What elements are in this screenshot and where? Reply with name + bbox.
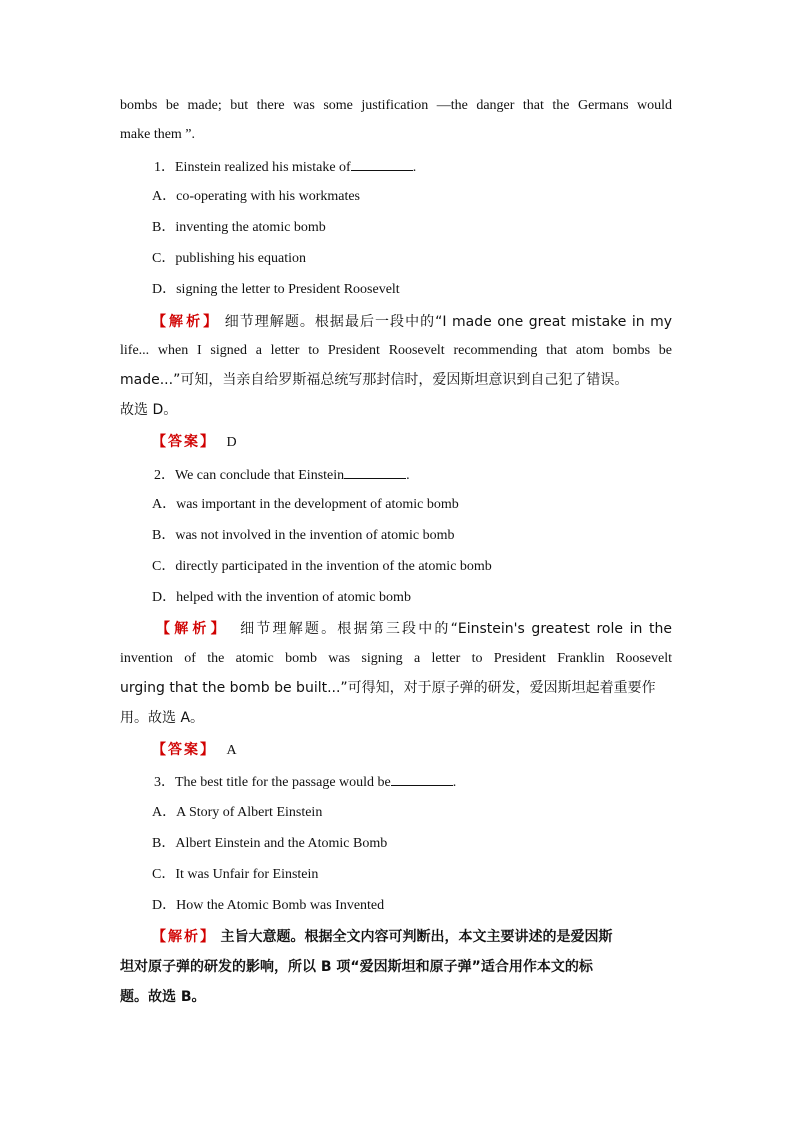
- question-3-option-b: B．Albert Einstein and the Atomic Bomb: [152, 836, 388, 851]
- passage-line-2: make them ”.: [120, 127, 196, 142]
- question-2-analysis-line-4: 用。故选 A。: [120, 710, 205, 726]
- answer-tag: 【答案】: [152, 434, 216, 450]
- question-3-analysis-line-2: 坦对原子弹的研发的影响，所以 B 项“爱因斯坦和原子弹”适合用作本文的标: [120, 959, 593, 975]
- answer-tag: 【答案】: [152, 742, 216, 758]
- answer-blank: [391, 771, 453, 786]
- question-2-option-b: B．was not involved in the invention of atomic bomb: [152, 528, 455, 543]
- analysis-tag: 【解析】: [152, 314, 221, 330]
- answer-value: A: [226, 743, 237, 758]
- question-2-option-d: D．helped with the invention of atomic bomb: [152, 590, 411, 605]
- question-3-option-d: D．How the Atomic Bomb was Invented: [152, 898, 385, 913]
- question-1-option-a: A．co-operating with his workmates: [152, 189, 361, 204]
- question-1-analysis-line-2: life... when I signed a letter to President Roosevelt recommending that atom bombs be: [120, 343, 672, 358]
- question-1-option-b: B．inventing the atomic bomb: [152, 220, 326, 235]
- analysis-tag: 【解析】: [156, 621, 229, 637]
- answer-blank: [344, 464, 406, 479]
- question-1-analysis-line-3: made...”可知，当亲自给罗斯福总统写那封信时，爱因斯坦意识到自己犯了错误。: [120, 372, 629, 388]
- question-1-option-d: D．signing the letter to President Roosevelt: [152, 282, 400, 297]
- question-2-analysis-line-2: invention of the atomic bomb was signing a letter to President Franklin Roosevelt: [120, 651, 672, 666]
- question-2-answer: [120, 740, 672, 761]
- answer-blank: [351, 156, 413, 171]
- passage-line-1: bombs be made; but there was some justification —the danger that the Germans would: [120, 98, 672, 113]
- question-2-option-a: A．was important in the development of atomic bomb: [152, 497, 459, 512]
- question-1-answer: [120, 432, 672, 453]
- question-1-option-c: C．publishing his equation: [152, 251, 306, 266]
- analysis-tag: 【解析】: [152, 929, 216, 945]
- question-3-option-c: C．It was Unfair for Einstein: [152, 867, 319, 882]
- question-3-stem: 3．The best title for the passage would be .: [120, 771, 672, 793]
- answer-value: D: [226, 435, 237, 450]
- question-1-analysis-line-1: 【解析】 细节理解题。根据最后一段中的“I made one great mistake in my: [152, 314, 673, 330]
- question-3-analysis-line-3: 题。故选 B。: [120, 989, 206, 1005]
- question-2-option-c: C．directly participated in the invention of the atomic bomb: [152, 559, 492, 574]
- question-2-stem: 2．We can conclude that Einstein .: [120, 464, 672, 486]
- question-3-analysis-line-1: 【解析】 主旨大意题。根据全文内容可判断出，本文主要讲述的是爱因斯: [152, 929, 613, 945]
- question-2-analysis-line-1: 【解析】 细节理解题。根据第三段中的“Einstein's greatest role in the: [156, 621, 673, 637]
- question-1-stem: 1．Einstein realized his mistake of .: [120, 156, 672, 178]
- question-3-option-a: A．A Story of Albert Einstein: [152, 805, 323, 820]
- question-1-analysis-line-4: 故选 D。: [120, 402, 178, 418]
- question-2-analysis-line-3: urging that the bomb be built...”可得知，对于原子弹的研发，爱因斯坦起着重要作: [120, 680, 656, 696]
